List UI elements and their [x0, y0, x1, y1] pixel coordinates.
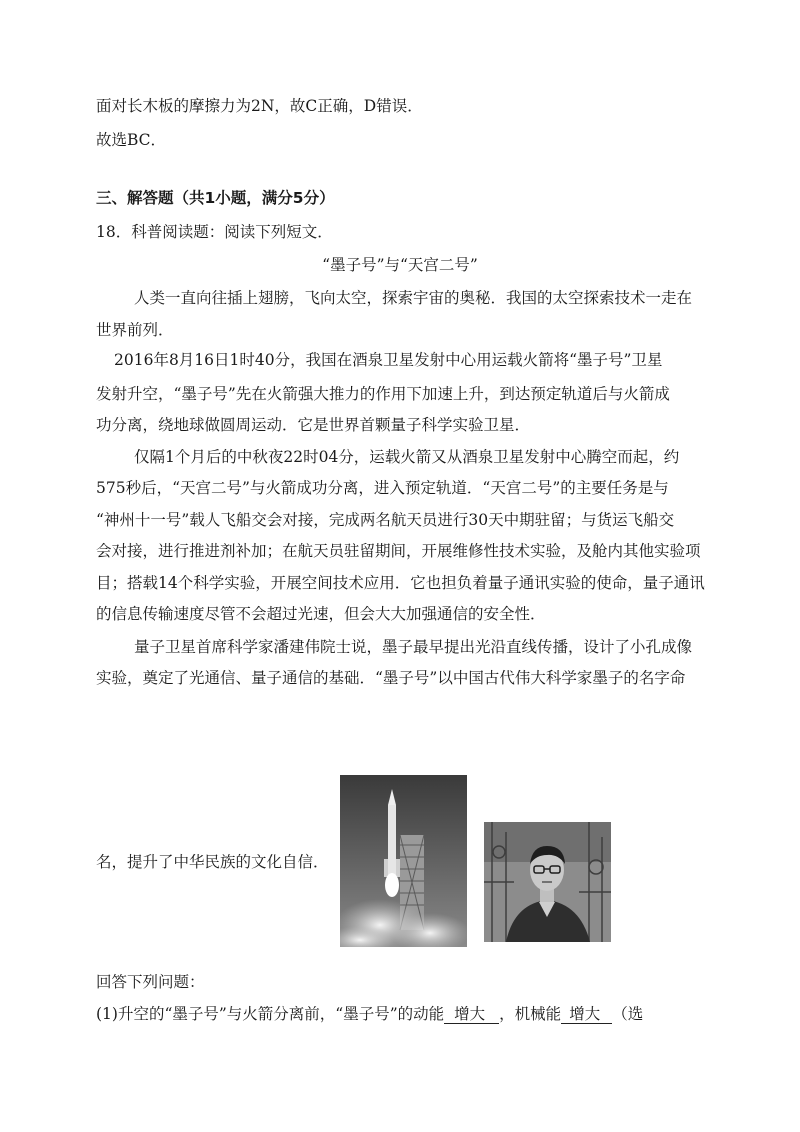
paragraph-line: 实验，奠定了光通信、量子通信的基础．“墨子号”以中国古代伟大科学家墨子的名字命	[96, 669, 686, 687]
article-title: “墨子号”与“天宫二号”	[322, 256, 478, 274]
paragraph-line: 名，提升了中华民族的文化自信．	[96, 853, 329, 871]
text-line: 面对长木板的摩擦力为2N，故C正确，D错误．	[96, 97, 423, 115]
text-line: 故选BC．	[96, 131, 167, 149]
question-1	[96, 1004, 643, 1024]
paragraph-line: 2016年8月16日1时40分，我国在酒泉卫星发射中心用运载火箭将“墨子号”卫星	[114, 351, 663, 369]
paragraph-line: 量子卫星首席科学家潘建伟院士说，墨子最早提出光沿直线传播，设计了小孔成像	[134, 638, 693, 656]
paragraph-line: “神州十一号”载人飞船交会对接，完成两名航天员进行30天中期驻留；与货运飞船交	[96, 511, 675, 529]
paragraph-line: 575秒后，“天宫二号”与火箭成功分离，进入预定轨道．“天宫二号”的主要任务是与	[96, 479, 669, 497]
paragraph-line: 目；搭载14个科学实验，开展空间技术应用．它也担负着量子通讯实验的使命，量子通讯	[96, 574, 705, 592]
answer-blank: 增大	[444, 1005, 499, 1024]
question-text: (1)升空的“墨子号”与火箭分离前，“墨子号”的动能	[96, 1005, 445, 1023]
question-text: （选	[612, 1005, 644, 1023]
section-heading: 三、解答题（共1小题，满分5分）	[96, 189, 335, 207]
answer-blank: 增大	[561, 1005, 612, 1024]
paragraph-line: 世界前列．	[96, 321, 174, 339]
paragraph-line: 功分离，绕地球做圆周运动．它是世界首颗量子科学实验卫星．	[96, 416, 531, 434]
rocket-launch-photo	[340, 775, 467, 947]
paragraph-line: 人类一直向往插上翅膀，飞向太空，探索宇宙的奥秘．我国的太空探索技术一走在	[134, 289, 693, 307]
answer-intro: 回答下列问题：	[96, 973, 205, 991]
paragraph-line: 发射升空，“墨子号”先在火箭强大推力的作用下加速上升，到达预定轨道后与火箭成	[96, 385, 670, 403]
paragraph-line: 仅隔1个月后的中秋夜22时04分，运载火箭又从酒泉卫星发射中心腾空而起，约	[134, 448, 680, 466]
scientist-portrait-photo	[484, 822, 611, 942]
question-text: ，机械能	[499, 1005, 562, 1023]
paragraph-line: 会对接，进行推进剂补加；在航天员驻留期间，开展维修性技术实验，及舱内其他实验项	[96, 542, 701, 560]
question-intro: 18．科普阅读题：阅读下列短文．	[96, 223, 333, 241]
paragraph-line: 的信息传输速度尽管不会超过光速，但会大大加强通信的安全性．	[96, 605, 546, 623]
